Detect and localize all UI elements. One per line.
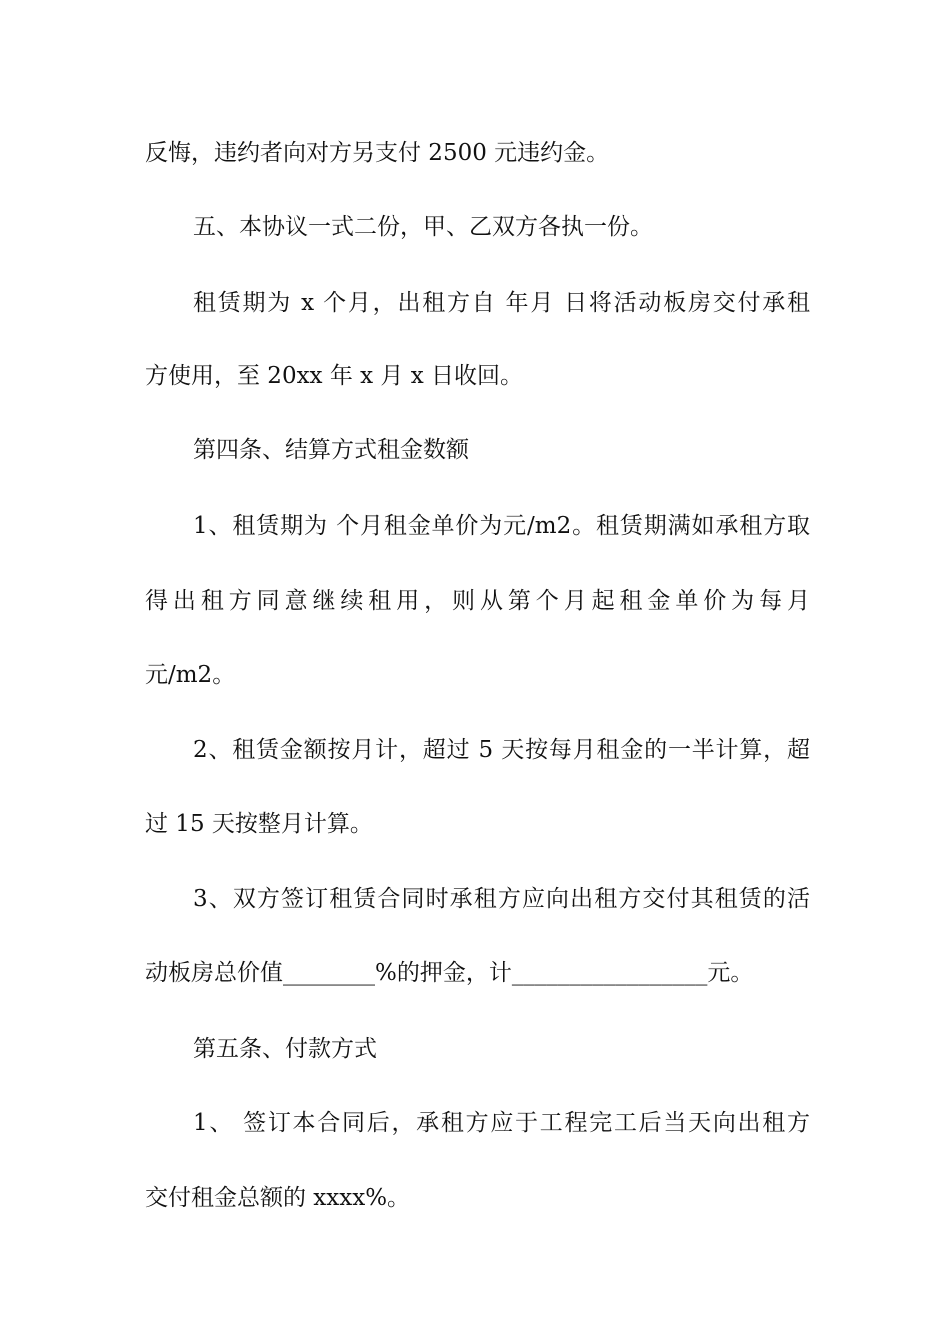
paragraph-line: 得出租方同意继续租用，则从第个月起租金单价为每月 (145, 588, 810, 614)
paragraph-line: 五、本协议一式二份，甲、乙双方各执一份。 (193, 214, 653, 240)
paragraph-line: 交付租金总额的 xxxx%。 (145, 1185, 411, 1211)
paragraph-line: 2、租赁金额按月计，超过 5 天按每月租金的一半计算，超 (193, 737, 810, 763)
paragraph-line: 租赁期为 x 个月，出租方自 年月 日将活动板房交付承租 (193, 290, 810, 316)
section-heading: 第四条、结算方式租金数额 (193, 437, 469, 463)
paragraph-line: 过 15 天按整月计算。 (145, 811, 373, 837)
paragraph-line: 元/m2。 (145, 662, 236, 688)
paragraph-line: 反悔，违约者向对方另支付 2500 元违约金。 (145, 140, 610, 166)
paragraph-line: 1、 签订本合同后，承租方应于工程完工后当天向出租方 (193, 1110, 810, 1136)
paragraph-line: 动板房总价值________%的押金，计_________________元。 (145, 960, 754, 986)
section-heading: 第五条、付款方式 (193, 1036, 377, 1062)
paragraph-line: 3、双方签订租赁合同时承租方应向出租方交付其租赁的活 (193, 886, 810, 912)
paragraph-line: 方使用，至 20xx 年 x 月 x 日收回。 (145, 363, 524, 389)
paragraph-line: 1、租赁期为 个月租金单价为元/m2。租赁期满如承租方取 (193, 513, 810, 539)
